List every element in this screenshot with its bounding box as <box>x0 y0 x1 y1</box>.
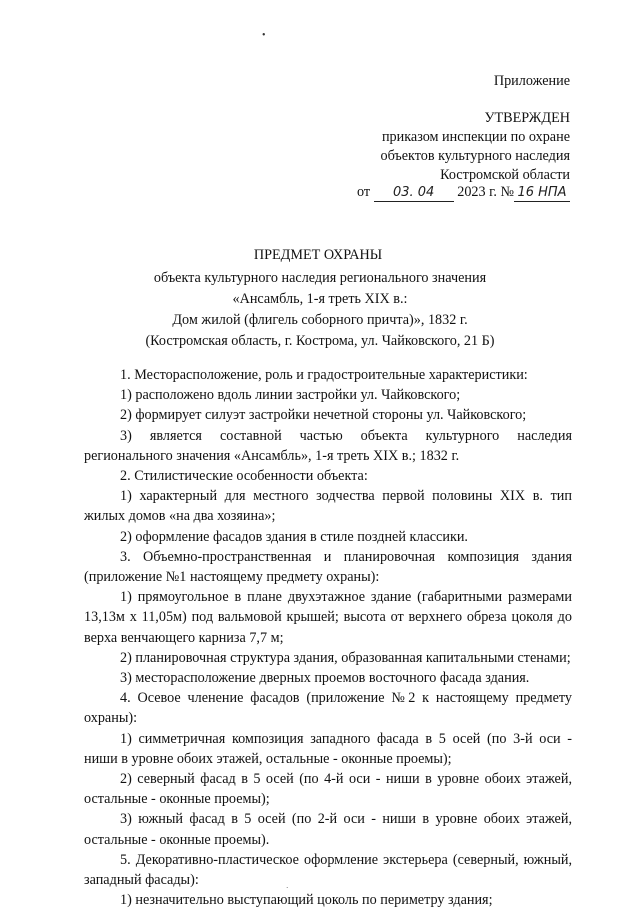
paragraph: 4. Осевое членение фасадов (приложение №2 к настоящему предмету охраны): <box>84 690 572 727</box>
approved-label: УТВЕРЖДЕН <box>484 110 570 126</box>
order-number-field <box>514 184 570 202</box>
order-line-1: приказом инспекции по охране <box>381 129 570 145</box>
handwritten-date: 03. 04 <box>392 185 435 200</box>
paragraph: 1) характерный для местного зодчества первой половины XIX в. тип жилых домов «на два хозяина»; <box>84 488 572 525</box>
paragraph: 5. Декоративно-пластическое оформление экстерьера (северный, южный, западный фасады): <box>84 851 572 889</box>
paragraph: 3) месторасположение дверных проемов восточного фасада здания. <box>120 670 530 687</box>
paragraph: 3. Объемно-пространственная и планировочная композиция здания (приложение №1 настоящему предмету охраны): <box>84 548 572 586</box>
paragraph: 3) является составной частью объекта культурного наследия регионального значения «Ансамбль», 1-я треть XIX в.; 1832 г. <box>84 427 572 464</box>
document-body <box>84 365 572 910</box>
from-label: от <box>357 184 371 200</box>
paragraph: 2) северный фасад в 5 осей (по 4-й оси - ниши в уровне обоих этажей, остальные - оконные проемы); <box>84 771 572 808</box>
paragraph: 3) южный фасад в 5 осей (по 2-й оси - ниши в уровне обоих этажей, остальные - оконные проемы). <box>84 811 572 848</box>
paragraph: 2. Стилистические особенности объекта: <box>120 468 368 485</box>
order-line-3: Костромской области <box>440 167 570 183</box>
paragraph: 2) планировочная структура здания, образованная капитальными стенами; <box>120 649 571 666</box>
paragraph: 2) формирует силуэт застройки нечетной стороны ул. Чайковского; <box>120 407 527 424</box>
paragraph: 1) расположено вдоль линии застройки ул. Чайковского; <box>120 387 461 404</box>
paragraph: 2) оформление фасадов здания в стиле поздней классики. <box>120 528 468 545</box>
handwritten-number: 16 НПА <box>517 185 567 200</box>
title-line-1: объекта культурного наследия регионального значения <box>153 270 487 286</box>
year-number-label: 2023 г. № <box>457 184 514 200</box>
paragraph: 1) незначительно выступающий цоколь по периметру здания; <box>120 892 493 909</box>
scan-mark: · <box>286 884 289 892</box>
paragraph: 1) прямоугольное в плане двухэтажное здание (габаритными размерами 13,13м х 11,05м) под вальмовой крышей; высота от верхнего обреза цоколя до верха венчающего карниза 7,7 м; <box>84 589 572 646</box>
scan-mark: • <box>262 30 266 41</box>
appendix-label: Приложение <box>493 73 570 89</box>
title-line-3: Дом жилой (флигель соборного причта)», 1832 г. <box>172 312 468 328</box>
document-heading: ПРЕДМЕТ ОХРАНЫ <box>253 247 383 263</box>
order-date-field <box>374 184 454 202</box>
order-line-2: объектов культурного наследия <box>380 148 570 164</box>
title-line-4: (Костромская область, г. Кострома, ул. Чайковского, 21 Б) <box>145 333 495 349</box>
paragraph: 1) симметричная композиция западного фасада в 5 осей (по 3-й оси - ниши в уровне обоих этажей, остальные - оконные проемы); <box>84 730 572 767</box>
order-date-line <box>357 184 570 202</box>
paragraph: 1. Месторасположение, роль и градостроительные характеристики: <box>120 367 528 383</box>
title-line-2: «Ансамбль, 1-я треть XIX в.: <box>232 291 408 307</box>
